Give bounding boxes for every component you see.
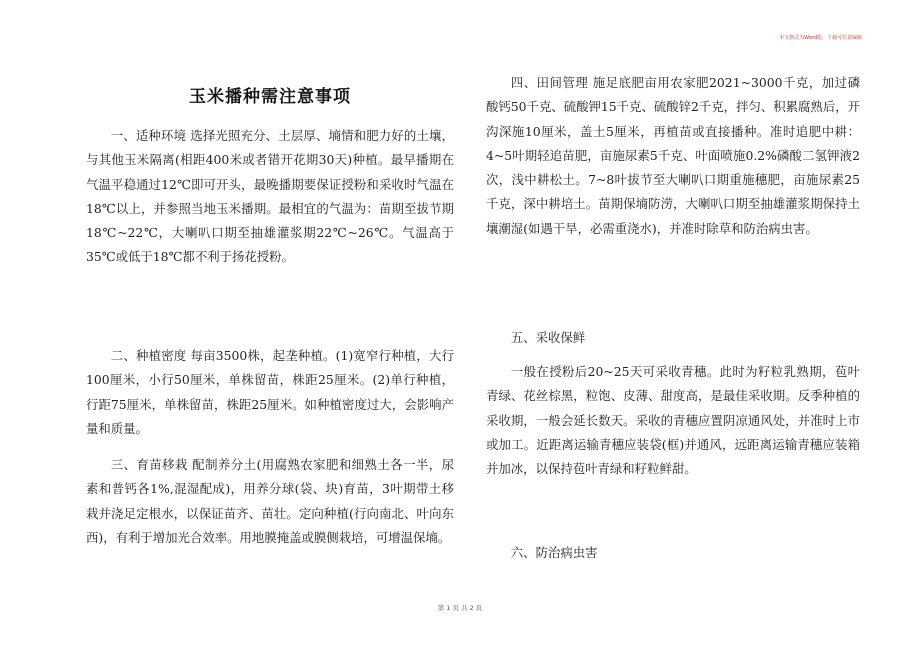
download-watermark: 本文格式为Word版，下载可任意编辑 [779, 35, 862, 41]
page-number: 第 1 页 共 2 页 [437, 604, 483, 612]
section-density: 二、种植密度 每亩3500株，起垄种植。(1)宽窄行种植，大行100厘米，小行50厘米，单株留苗，株距25厘米。(2)单行种植，行距75厘米，单株留苗，株距25厘米。如种植密度过大，会影响产量和质量。 [86, 348, 454, 436]
section-environment: 一、适种环境 选择光照充分、土层厚、墒情和肥力好的土壤，与其他玉米隔离(相距400米或者错开花期30天)种植。最早播期在气温平稳通过12℃即可开头，最晚播期要保证授粉和采收时气温在18℃以上，并参照当地玉米播期。最相宜的气温为：苗期至拔节期18℃~22℃，大喇叭口期至抽雄灌浆期22℃~26℃。气温高于35℃或低于18℃都不利于扬花授粉。 [86, 128, 454, 265]
section-harvest-heading: 五、采收保鲜 [510, 330, 586, 345]
section-harvest: 一般在授粉后20~25天可采收青穗。此时为籽粒乳熟期，苞叶青绿、花丝棕黑，粒饱、皮薄、甜度高，是最佳采收期。反季种植的采收期，一般会延长数天。采收的青穗应置阴凉通风处，并准时上市或加工。近距离运输青穗应装袋(框)并通风，远距离运输青穗应装箱并加冰，以保持苞叶青绿和籽粒鲜甜。 [486, 364, 860, 477]
section-field-management: 四、田间管理 施足底肥亩用农家肥2021~3000千克，加过磷酸钙50千克、硫酸钾15千克、硫酸锌2千克，拌匀、积累腐熟后，开沟深施10厘米，盖土5厘米，再植苗或直接播种。准时追肥中耕：4~5叶期轻追苗肥，亩施尿素5千克、叶面喷施0.2%磷酸二氢钾液2次，浅中耕松土。7~8叶拔节至大喇叭口期重施穗肥，亩施尿素25千克，深中耕培土。苗期保墒防涝，大喇叭口期至抽雄灌浆期保持土壤潮湿(如遇干旱，必需重浇水)，并准时除草和防治病虫害。 [486, 75, 860, 236]
page-title: 玉米播种需注意事项 [189, 87, 351, 107]
section-pest-heading: 六、防治病虫害 [510, 545, 598, 560]
section-seedling: 三、育苗移栽 配制养分土(用腐熟农家肥和细熟土各一半，尿素和普钙各1%,混湿配成)，用养分球(袋、块)育苗，3叶期带土移栽并浇足定根水，以保证苗齐、苗壮。定向种植(行向南北、叶向东西)，有利于增加光合效率。用地膜掩盖或膜侧栽培，可增温保墒。 [86, 457, 454, 545]
